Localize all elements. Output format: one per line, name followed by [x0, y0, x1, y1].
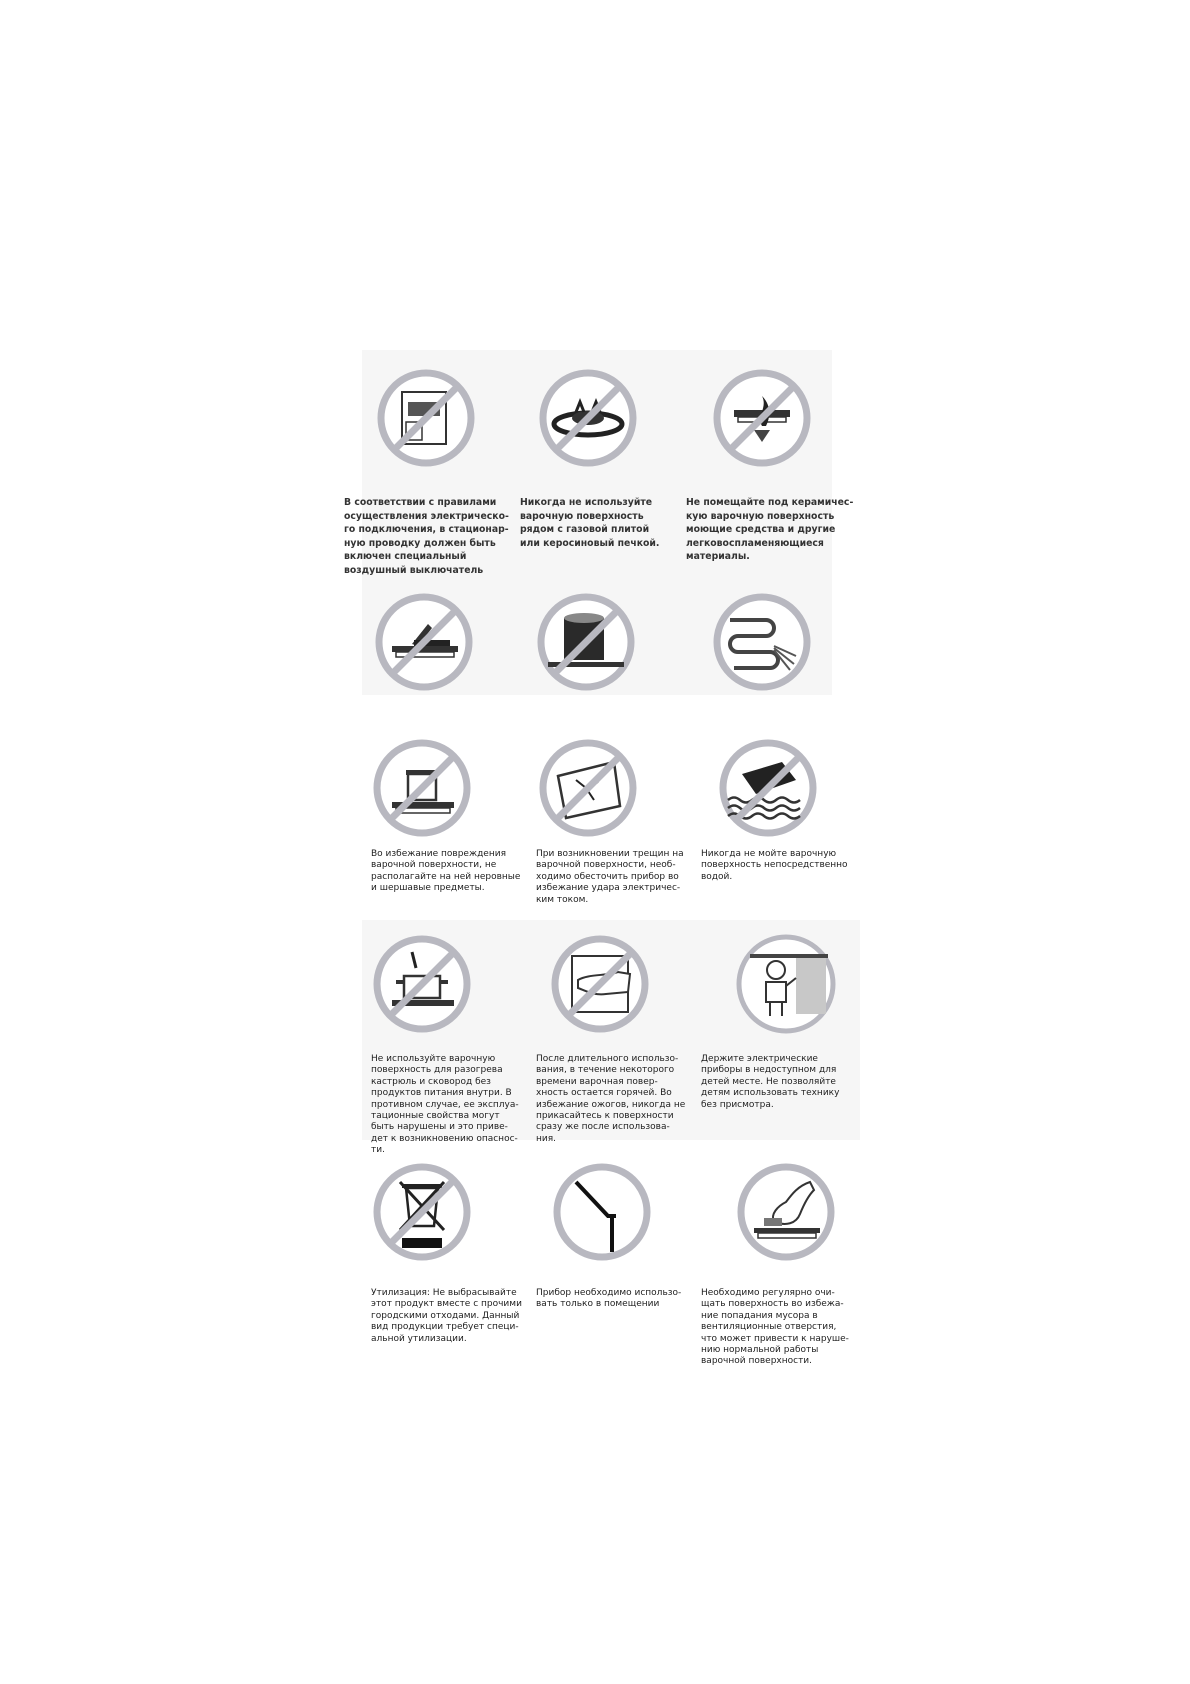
child-near-appliance-icon: [734, 932, 838, 1036]
heating-coil-icon: [710, 590, 814, 694]
circuit-breaker-cabinet-icon: [374, 366, 478, 470]
caption-2: Никогда не используйте варочную поверхность рядом с газовой плитой или керосиновый печкой.: [520, 497, 660, 549]
flammable-under-hob-icon: [710, 366, 814, 470]
gas-burner-icon: [536, 366, 640, 470]
hand-on-hot-surface-icon: [548, 932, 652, 1036]
caption-12: Держите электрические приборы в недоступном для детей месте. Не позволяйте детям использовать технику без присмотра.: [701, 1054, 840, 1110]
cracked-surface-icon: [536, 736, 640, 840]
hand-cleaning-hob-icon: [734, 1160, 838, 1264]
utensil-on-hob-icon: [372, 590, 476, 694]
crossed-bin-icon: [370, 1160, 474, 1264]
caption-1: В соответствии с правилами осуществления электрическо- го подключения, в стационар- ную проводку должен быть включен специальный воздушный выключатель: [344, 497, 509, 576]
caption-15: Необходимо регулярно очи- щать поверхность во избежа- ние попадания мусора в вентиляционные отверстия, что может привести к наруше- нию нормальной работы варочной поверхности.: [701, 1288, 849, 1367]
caption-3: Не помещайте под керамичес- кую варочную поверхность моющие средства и другие легковоспламеняющиеся материалы.: [686, 497, 854, 562]
caption-7: Во избежание повреждения варочной поверхности, не располагайте на ней неровные и шершавые предметы.: [371, 849, 521, 894]
caption-14: Прибор необходимо использо- вать только в помещении: [536, 1288, 682, 1310]
metal-foil-roll-icon: [534, 590, 638, 694]
caption-8: При возникновении трещин на варочной поверхности, необ- ходимо обесточить прибор во избежание удара электричес- ким током.: [536, 849, 684, 905]
caption-10: Не используйте варочную поверхность для разогрева кастрюль и сковород без продуктов питания внутри. В противном случае, ее эксплуа- тационные свойства могут быть нарушены и это приве- дет к возникновению опаснос- ти.: [371, 1054, 519, 1156]
caption-13: Утилизация: Не выбрасывайте этот продукт вместе с прочими городскими отходами. Данный вид продукции требует специ- альной утилизации.: [371, 1288, 522, 1344]
caption-11: После длительного использо- вания, в течение некоторого времени варочная повер- хность остается горячей. Во избежание ожогов, никогда не прикасайтесь к поверхности сразу же после использова- ния.: [536, 1054, 686, 1144]
indoor-roof-icon: [550, 1160, 654, 1264]
caption-9: Никогда не мойте варочную поверхность непосредственно водой.: [701, 849, 848, 882]
hob-in-water-icon: [716, 736, 820, 840]
pot-on-hob-icon: [370, 736, 474, 840]
empty-pot-heating-icon: [370, 932, 474, 1036]
